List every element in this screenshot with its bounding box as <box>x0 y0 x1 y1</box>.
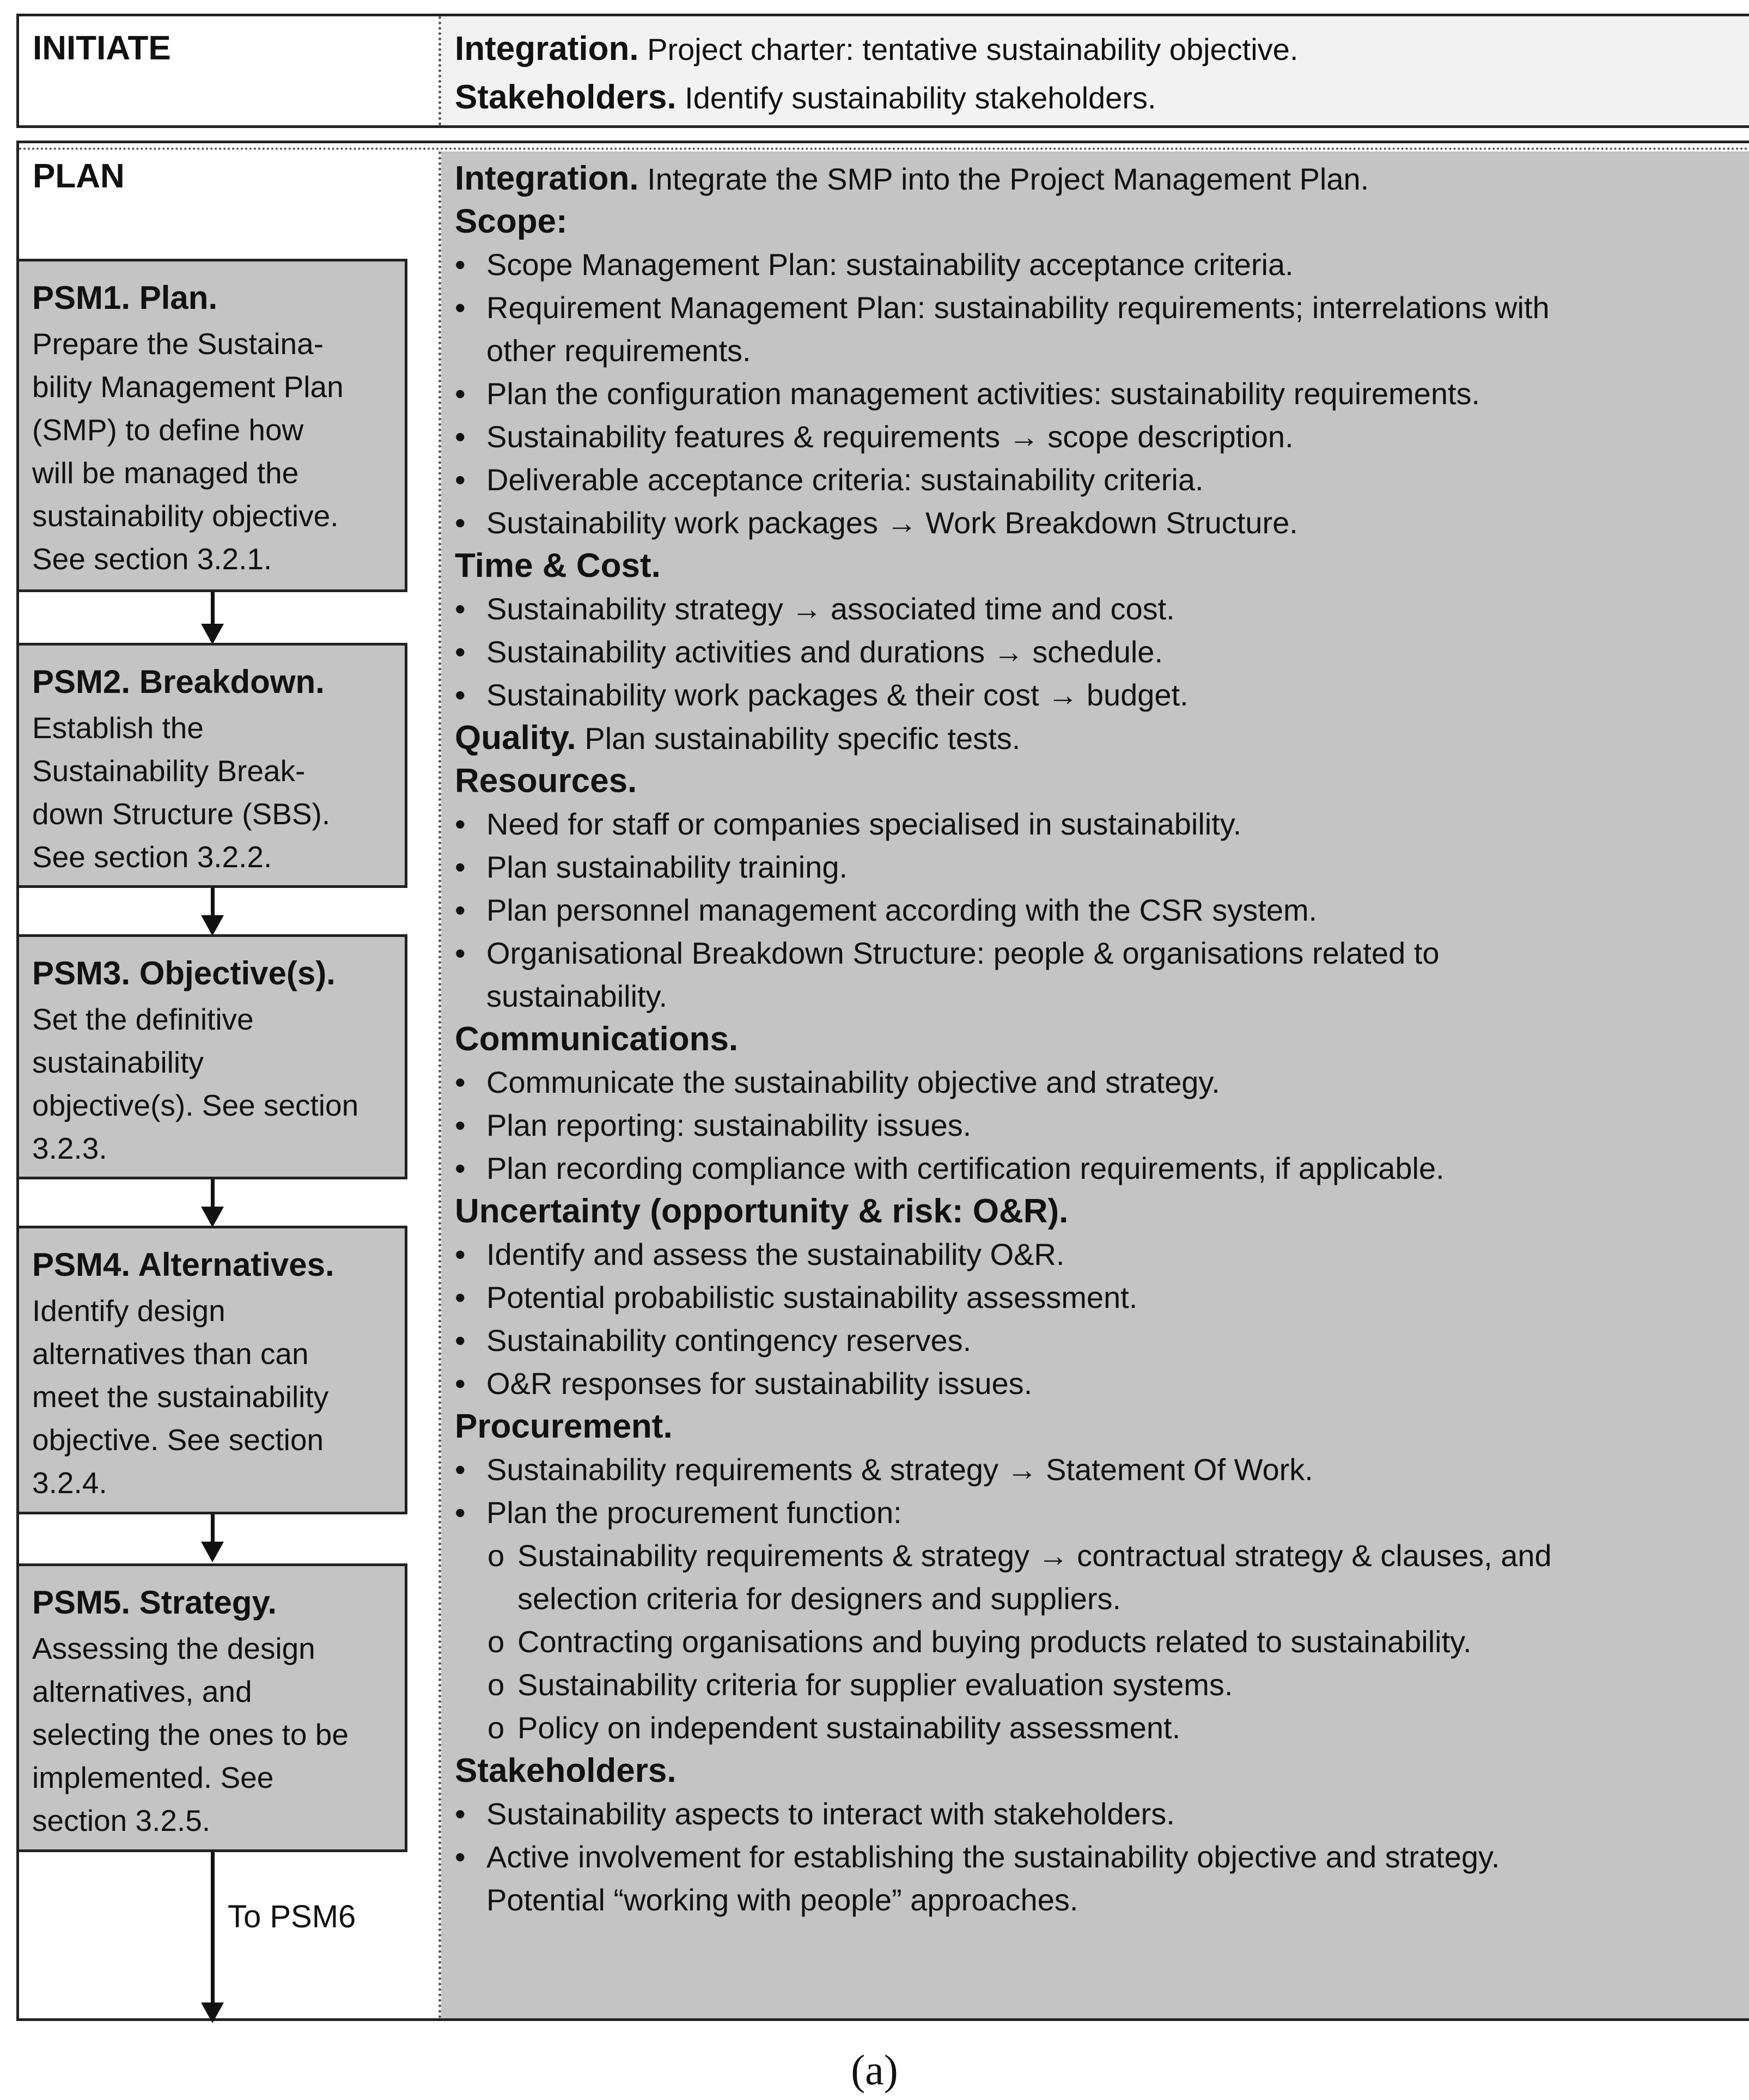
item-text: Plan the procurement function: <box>486 1495 902 1530</box>
initiate-line: Stakeholders. Identify sustainability stakeholders. <box>455 78 1156 116</box>
psm2-box <box>16 643 407 888</box>
psm-description <box>32 322 392 581</box>
section-heading-line <box>455 157 1744 200</box>
arrowhead-icon <box>201 624 224 644</box>
sub-bullet-item <box>455 1620 1744 1663</box>
to-psm6-label: To PSM6 <box>228 1899 356 1934</box>
psm-description-line: alternatives, and <box>32 1675 252 1708</box>
bullet-item <box>455 1448 1744 1491</box>
section-heading-line <box>455 200 1744 243</box>
bullet-item <box>455 501 1744 544</box>
flow-arrow <box>211 1514 215 1543</box>
section-heading-line <box>455 544 1744 587</box>
bullet-item <box>455 888 1744 932</box>
item-text: Sustainability work packages → Work Breakdown Structure. <box>486 506 1298 540</box>
section-heading-line <box>455 1405 1744 1448</box>
psm-description-line: Sustainability Break- <box>32 754 306 788</box>
flow-arrow <box>211 592 215 625</box>
section-heading-line <box>455 1749 1744 1792</box>
bullet-item <box>455 243 1744 286</box>
psm-description-line: bility Management Plan <box>32 370 344 404</box>
bullet-item <box>455 587 1744 630</box>
sub-bullet-item <box>455 1663 1744 1706</box>
section-heading: Resources. <box>455 762 637 800</box>
psm-description <box>32 1289 392 1505</box>
bullet-item <box>455 802 1744 845</box>
initiate-content <box>455 27 1744 119</box>
psm-description-line: sustainability <box>32 1045 204 1079</box>
section-heading-line <box>455 759 1744 802</box>
initiate-line: Integration. Project charter: tentative sustainability objective. <box>455 30 1299 68</box>
arrowhead-icon <box>201 1207 224 1227</box>
psm-description-line: implemented. See <box>32 1761 274 1794</box>
psm-title: PSM4. Alternatives. <box>32 1246 334 1283</box>
bullet-item <box>455 630 1744 673</box>
flow-arrow <box>211 1179 215 1208</box>
item-text: Sustainability strategy → associated time and cost. <box>486 592 1175 626</box>
section-heading: Uncertainty (opportunity & risk: O&R). <box>455 1192 1069 1230</box>
bullet-item <box>455 1792 1744 1835</box>
item-text: selection criteria for designers and suppliers. <box>517 1581 1122 1616</box>
section-text: Plan sustainability specific tests. <box>584 721 1021 756</box>
psm-description-line: 3.2.3. <box>32 1131 107 1165</box>
item-text: Plan personnel management according with the CSR system. <box>486 893 1318 927</box>
item-text: other requirements. <box>486 333 751 368</box>
psm-description-line: (SMP) to define how <box>32 413 304 447</box>
item-text: Sustainability requirements & strategy → contractual strategy & clauses, and <box>517 1538 1552 1573</box>
section-heading-line <box>455 716 1744 759</box>
psm-description-line: down Structure (SBS). <box>32 797 331 831</box>
continuation-line <box>455 975 1744 1018</box>
bullet-item <box>455 1104 1744 1147</box>
item-text: Requirement Management Plan: sustainability requirements; interrelations with <box>486 290 1550 325</box>
item-text: Plan the configuration management activities: sustainability requirements. <box>486 376 1480 411</box>
initiate-label: INITIATE <box>33 29 171 67</box>
item-text: Active involvement for establishing the sustainability objective and strategy. <box>486 1840 1500 1874</box>
item-text: Sustainability requirements & strategy → Statement Of Work. <box>486 1452 1313 1487</box>
bullet-item <box>455 932 1744 975</box>
psm-title: PSM2. Breakdown. <box>32 664 325 700</box>
psm-description-line: Prepare the Sustaina- <box>32 327 324 361</box>
psm-description-line: sustainability objective. <box>32 499 339 533</box>
item-text: Deliverable acceptance criteria: sustainability criteria. <box>486 462 1204 497</box>
psm5-box <box>16 1563 407 1852</box>
psm3-box <box>16 934 407 1179</box>
continuation-line <box>455 329 1744 372</box>
psm-description-line: alternatives than can <box>32 1337 309 1371</box>
item-text: Potential “working with people” approaches. <box>486 1883 1078 1917</box>
psm-description-line: 3.2.4. <box>32 1466 107 1500</box>
bullet-item <box>455 415 1744 458</box>
item-text: Sustainability features & requirements → scope description. <box>486 419 1294 454</box>
section-text: Integrate the SMP into the Project Management Plan. <box>647 162 1369 196</box>
section-heading: Scope: <box>455 203 568 240</box>
bullet-item <box>455 286 1744 329</box>
psm4-box <box>16 1226 407 1514</box>
item-text: Sustainability work packages & their cost → budget. <box>486 678 1189 712</box>
bullet-item <box>455 372 1744 415</box>
item-text: Identify and assess the sustainability O&R. <box>486 1237 1065 1271</box>
continuation-line <box>455 1878 1744 1921</box>
psm-description-line: Assessing the design <box>32 1632 315 1665</box>
section-heading: Procurement. <box>455 1408 673 1445</box>
initiate-section <box>16 14 1749 128</box>
item-text: Policy on independent sustainability assessment. <box>517 1711 1181 1745</box>
item-text: Need for staff or companies specialised in sustainability. <box>486 807 1242 841</box>
sub-bullet-item <box>455 1706 1744 1749</box>
plan-content <box>455 157 1744 1921</box>
section-heading-line <box>455 1190 1744 1233</box>
item-text: Plan recording compliance with certification requirements, if applicable. <box>486 1151 1445 1185</box>
item-text: Communicate the sustainability objective and strategy. <box>486 1065 1220 1099</box>
section-heading: Communications. <box>455 1020 739 1058</box>
bullet-item <box>455 1835 1744 1878</box>
psm-description-line: objective(s). See section <box>32 1088 359 1122</box>
item-text: Sustainability contingency reserves. <box>486 1323 972 1358</box>
bullet-item <box>455 1491 1744 1534</box>
bullet-item <box>455 1147 1744 1190</box>
psm-description-line: selecting the ones to be <box>32 1718 349 1751</box>
initiate-divider <box>438 16 441 125</box>
psm-description-line: meet the sustainability <box>32 1380 329 1414</box>
psm-description-line: section 3.2.5. <box>32 1804 211 1837</box>
psm1-box <box>16 259 407 592</box>
section-heading: Quality. <box>455 719 576 757</box>
item-text: Sustainability criteria for supplier evaluation systems. <box>517 1667 1233 1702</box>
bullet-item <box>455 1061 1744 1104</box>
item-text: Contracting organisations and buying products related to sustainability. <box>517 1624 1472 1659</box>
psm-description <box>32 998 392 1170</box>
psm-description <box>32 1627 392 1842</box>
item-text: Sustainability activities and durations → schedule. <box>486 635 1163 669</box>
bullet-item <box>455 1276 1744 1319</box>
item-text: Scope Management Plan: sustainability acceptance criteria. <box>486 247 1294 282</box>
bullet-item <box>455 1319 1744 1362</box>
bullet-item <box>455 673 1744 716</box>
plan-label: PLAN <box>33 157 125 195</box>
psm-title: PSM1. Plan. <box>32 279 218 316</box>
continuation-line <box>455 1577 1744 1620</box>
psm-description <box>32 707 392 879</box>
item-text: Plan reporting: sustainability issues. <box>486 1108 972 1142</box>
flow-arrow <box>211 888 215 916</box>
item-text: sustainability. <box>486 979 668 1013</box>
item-text: Organisational Breakdown Structure: people & organisations related to <box>486 936 1440 970</box>
psm-description-line: Set the definitive <box>32 1002 254 1036</box>
section-heading: Integration. <box>455 160 639 197</box>
plan-divider <box>438 151 441 2020</box>
bullet-item <box>455 1233 1744 1276</box>
bullet-item <box>455 1362 1744 1405</box>
psm-description-line: Identify design <box>32 1294 226 1328</box>
arrowhead-icon <box>201 915 224 936</box>
psm-description-line: See section 3.2.1. <box>32 542 272 576</box>
arrowhead-icon <box>201 2002 224 2023</box>
bullet-item <box>455 458 1744 501</box>
section-heading: Time & Cost. <box>455 547 661 585</box>
section-heading-line <box>455 1018 1744 1061</box>
arrowhead-icon <box>201 1542 224 1562</box>
psm-description-line: Establish the <box>32 711 204 745</box>
figure-caption: (a) <box>851 2046 898 2093</box>
plan-top-border <box>19 148 1749 150</box>
flow-arrow-to-psm6 <box>211 1852 215 2005</box>
item-text: Sustainability aspects to interact with stakeholders. <box>486 1797 1175 1831</box>
psm-title: PSM5. Strategy. <box>32 1584 277 1621</box>
sub-bullet-item <box>455 1534 1744 1577</box>
bullet-item <box>455 845 1744 888</box>
item-text: O&R responses for sustainability issues. <box>486 1366 1033 1401</box>
psm-description-line: objective. See section <box>32 1423 324 1457</box>
item-text: Potential probabilistic sustainability assessment. <box>486 1280 1138 1314</box>
item-text: Plan sustainability training. <box>486 850 848 884</box>
psm-description-line: will be managed the <box>32 456 299 490</box>
section-heading: Stakeholders. <box>455 1752 677 1789</box>
psm-title: PSM3. Objective(s). <box>32 955 336 991</box>
psm-description-line: See section 3.2.2. <box>32 840 272 874</box>
